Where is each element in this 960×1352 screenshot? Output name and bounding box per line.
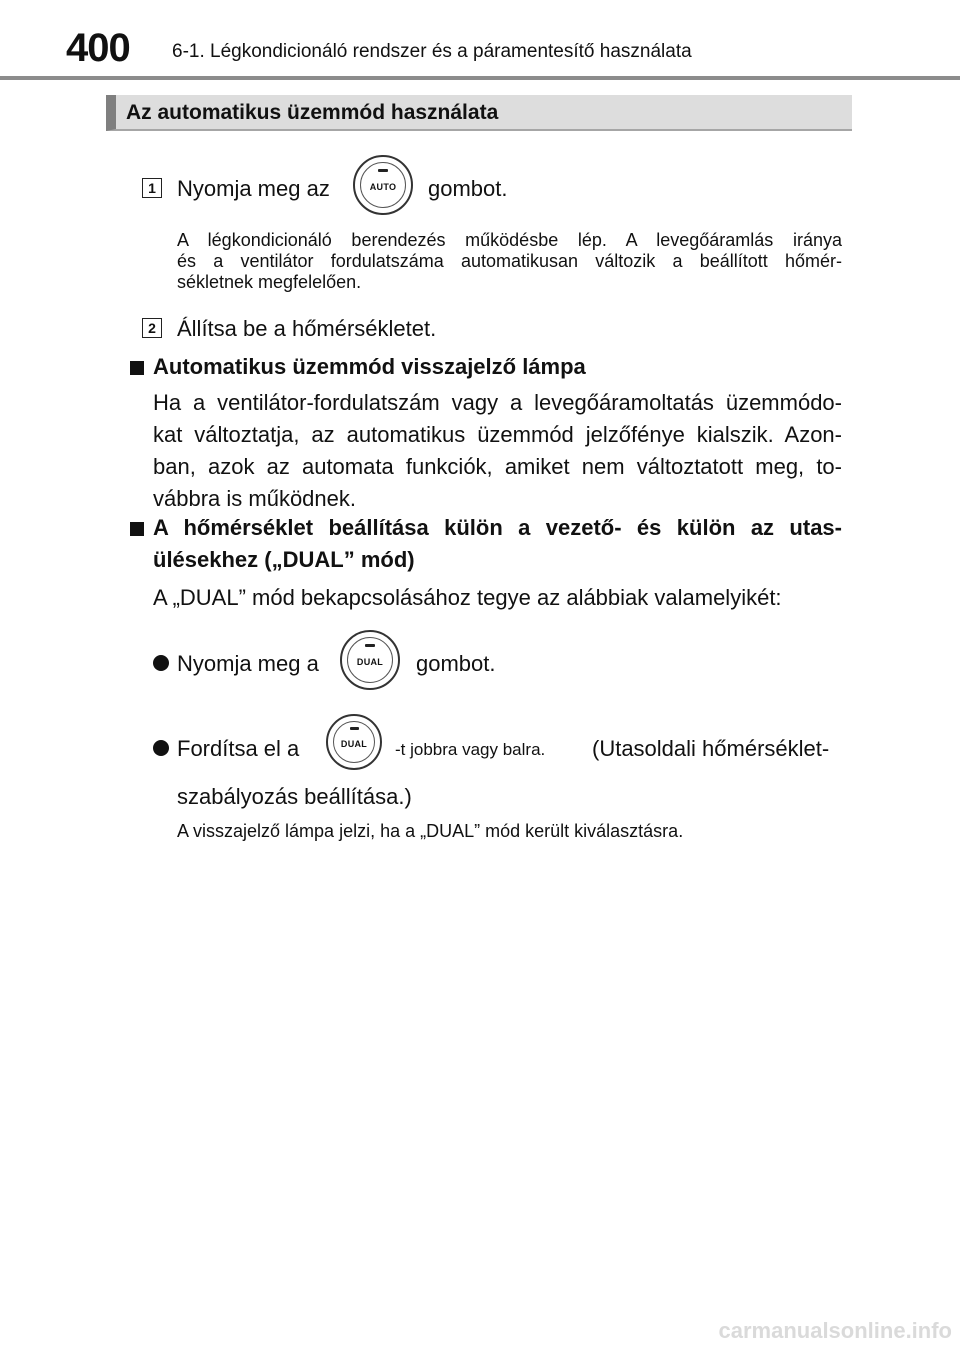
auto-button-icon [353,155,413,215]
dual-intro: A „DUAL” mód bekapcsolásához tegye az alábbiak valamelyikét: [153,585,782,610]
paragraph-line: ban, azok az automata funkciók, amiket nem változtatott meg, to- [153,454,842,479]
paragraph-line: vábbra is működnek. [153,486,356,511]
step1-text-before: Nyomja meg az [177,176,330,201]
auto-lamp-paragraph [153,392,842,520]
auto-lamp-heading: Automatikus üzemmód visszajelző lámpa [153,354,586,379]
bullet2-line2: szabályozás beállítása.) [177,784,412,809]
bullet-dot-icon [153,655,169,671]
step1-note-line: és a ventilátor fordulatszáma automatikusan változik a beállított hőmér- [177,251,842,271]
bullet2-text-after: (Utasoldali hőmérséklet- [592,736,830,761]
bullet-dot-icon [153,740,169,756]
dual-button-icon [340,630,400,690]
dual-dial-icon [326,714,382,770]
square-bullet-icon [130,361,144,375]
watermark: carmanualsonline.info [718,1318,952,1343]
dual-button-label: DUAL [356,657,384,667]
section-title: Az automatikus üzemmód használata [126,101,499,124]
bullet2-text-before: Fordítsa el a [177,736,300,761]
step-number-1: 1 [142,178,162,198]
dual-heading-line: ülésekhez („DUAL” mód) [153,547,415,572]
auto-button-label: AUTO [369,182,397,192]
bullet1-text-after: gombot. [416,651,496,676]
step2-text: Állítsa be a hőmérsékletet. [177,316,437,341]
square-bullet-icon [130,522,144,536]
page-number: 400 [66,26,130,70]
dual-note: A visszajelző lámpa jelzi, ha a „DUAL” mód került kiválasztásra. [177,821,684,841]
dual-heading [153,517,842,581]
paragraph-line: Ha a ventilátor-fordulatszám vagy a levegőáramoltatás üzemmódo- [153,390,842,415]
paragraph-line: kat változtatja, az automatikus üzemmód jelzőfénye kialszik. Azon- [153,422,842,447]
step1-text-after: gombot. [428,176,508,201]
step1-note-line: sékletnek megfelelően. [177,272,362,292]
dual-heading-line: A hőmérséklet beállítása külön a vezető- és külön az utas- [153,515,842,540]
header-divider [0,76,960,80]
step-number-2: 2 [142,318,162,338]
step1-note [177,231,842,294]
bullet1-text-before: Nyomja meg a [177,651,319,676]
chapter-title: 6-1. Légkondicionáló rendszer és a páramentesítő használata [172,41,692,62]
dual-dial-label: DUAL [340,739,368,749]
bullet2-small-text: -t jobbra vagy balra. [395,740,546,759]
step1-note-line: A légkondicionáló berendezés működésbe lép. A levegőáramlás iránya [177,230,842,250]
